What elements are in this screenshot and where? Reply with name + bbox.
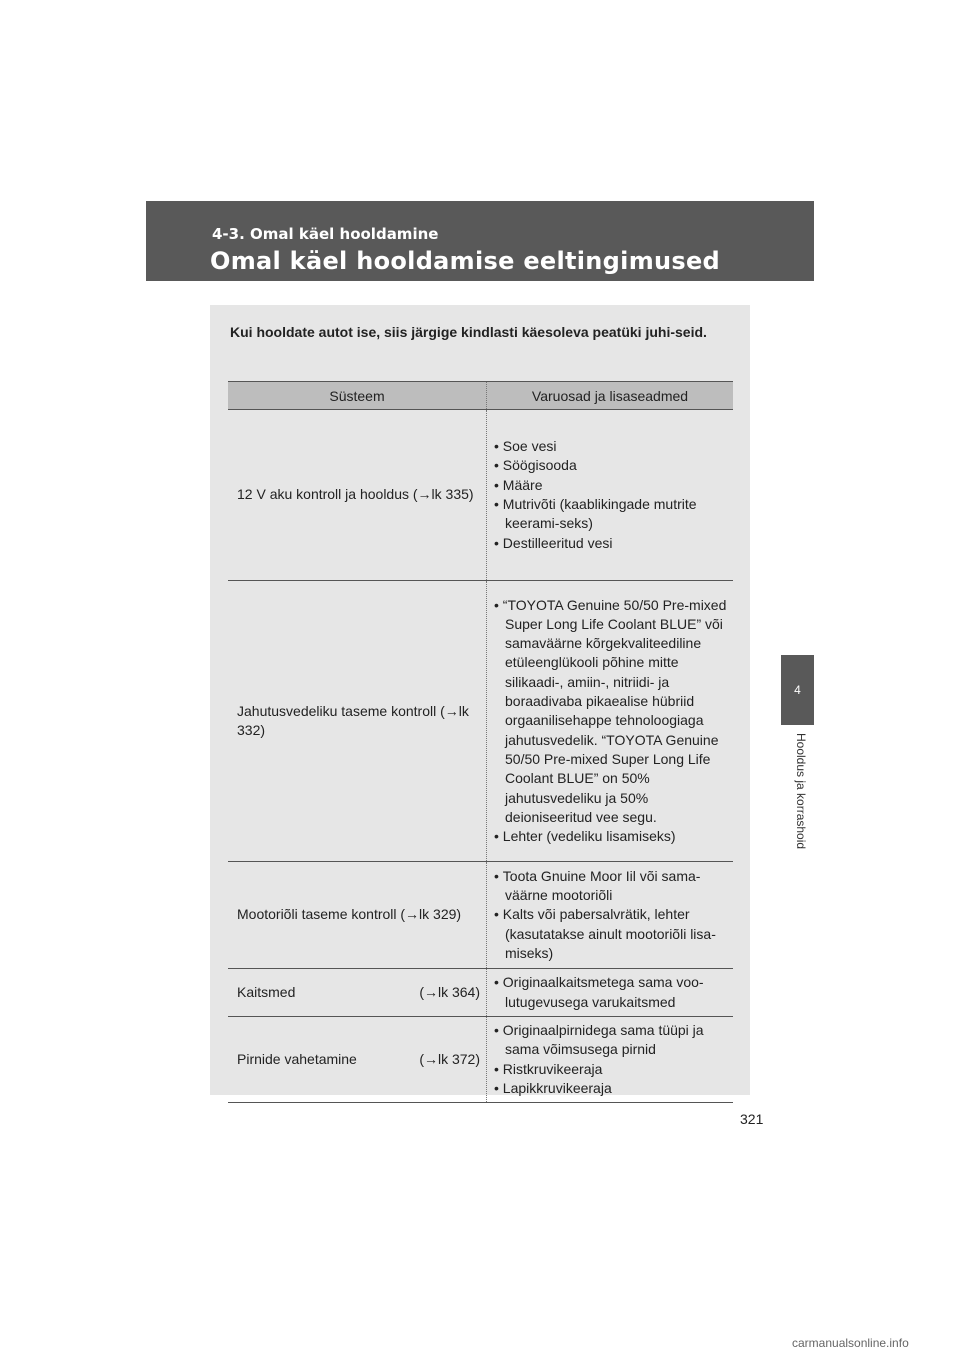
system-cell xyxy=(228,969,487,1017)
maintenance-table xyxy=(228,381,733,1103)
chapter-label: Hooldus ja korrashoid xyxy=(794,733,808,850)
section-label: 4-3. Omal käel hooldamine xyxy=(212,225,439,243)
list-item: • Originaalkaitsmetega sama voo-lutugevusega varukaitsmed xyxy=(494,973,733,1012)
table-row xyxy=(228,862,733,969)
list-item: • Destilleeritud vesi xyxy=(494,534,733,553)
list-item: • Söögisooda xyxy=(494,456,733,475)
chapter-number: 4 xyxy=(794,683,801,697)
parts-list xyxy=(494,596,733,847)
system-name: Kaitsmed xyxy=(237,983,296,1000)
table-header-row xyxy=(228,382,733,410)
system-cell xyxy=(228,581,487,862)
parts-cell xyxy=(487,581,734,862)
system-name: Pirnide vahetamine xyxy=(237,1050,357,1067)
list-item: • “TOYOTA Genuine 50/50 Pre-mixed Super Long Life Coolant BLUE” või samaväärne kõrgekvaliteediline etüleenglükooli põhine mitte silikaadi-, amiin-, nitriidi- ja boraadivaba pikaealise hübriid orgaanilisehappe tehnoloogiaga jahutusvedelik. “TOYOTA Genuine 50/50 Pre-mixed Super Long Life Coolant BLUE” on 50% jahutusvedeliku ja 50% deioniseeritud vee segu. xyxy=(494,596,733,828)
list-item: • Mutrivõti (kaablikingade mutrite keerami-seks) xyxy=(494,495,733,534)
list-item: • Lapikkruvikeeraja xyxy=(494,1079,733,1098)
parts-cell xyxy=(487,410,734,581)
parts-list xyxy=(494,973,733,1012)
parts-cell xyxy=(487,1017,734,1103)
list-item: • Ristkruvikeeraja xyxy=(494,1060,733,1079)
intro-text: Kui hooldate autot ise, siis järgige kindlasti käesoleva peatüki juhi-seid. xyxy=(230,324,707,340)
list-item: • Kalts või pabersalvrätik, lehter (kasutatakse ainult mootoriõli lisa-miseks) xyxy=(494,905,733,963)
system-name: 12 V aku kontroll ja hooldus (→lk 335) xyxy=(237,486,474,503)
system-name: Mootoriõli taseme kontroll (→lk 329) xyxy=(237,906,462,923)
list-item: • Lehter (vedeliku lisamiseks) xyxy=(494,827,733,846)
watermark[interactable]: carmanualsonline.info xyxy=(792,1336,909,1350)
parts-cell xyxy=(487,969,734,1017)
parts-cell xyxy=(487,862,734,969)
system-name: Jahutusvedeliku taseme kontroll (→lk 332) xyxy=(237,702,469,738)
parts-list xyxy=(494,437,733,553)
page-title: Omal käel hooldamise eeltingimused xyxy=(210,247,721,275)
chapter-tab[interactable] xyxy=(781,655,814,725)
list-item: • Originaalpirnidega sama tüüpi ja sama võimsusega pirnid xyxy=(494,1021,733,1060)
list-item: • Toota Gnuine Moor Iil või sama-väärne mootoriõli xyxy=(494,867,733,906)
parts-list xyxy=(494,1021,733,1098)
list-item: • Soe vesi xyxy=(494,437,733,456)
table-row xyxy=(228,1017,733,1103)
list-item: • Määre xyxy=(494,476,733,495)
table-row xyxy=(228,581,733,862)
page-reference: (→lk 364) xyxy=(419,983,480,1000)
system-cell xyxy=(228,410,487,581)
system-cell xyxy=(228,862,487,969)
table-row xyxy=(228,410,733,581)
page-reference: (→lk 372) xyxy=(419,1050,480,1067)
table-row xyxy=(228,969,733,1017)
parts-list xyxy=(494,867,733,963)
column-header-parts: Varuosad ja lisaseadmed xyxy=(487,382,734,410)
page-number: 321 xyxy=(740,1111,764,1127)
column-header-system: Süsteem xyxy=(228,382,487,410)
system-cell xyxy=(228,1017,487,1103)
